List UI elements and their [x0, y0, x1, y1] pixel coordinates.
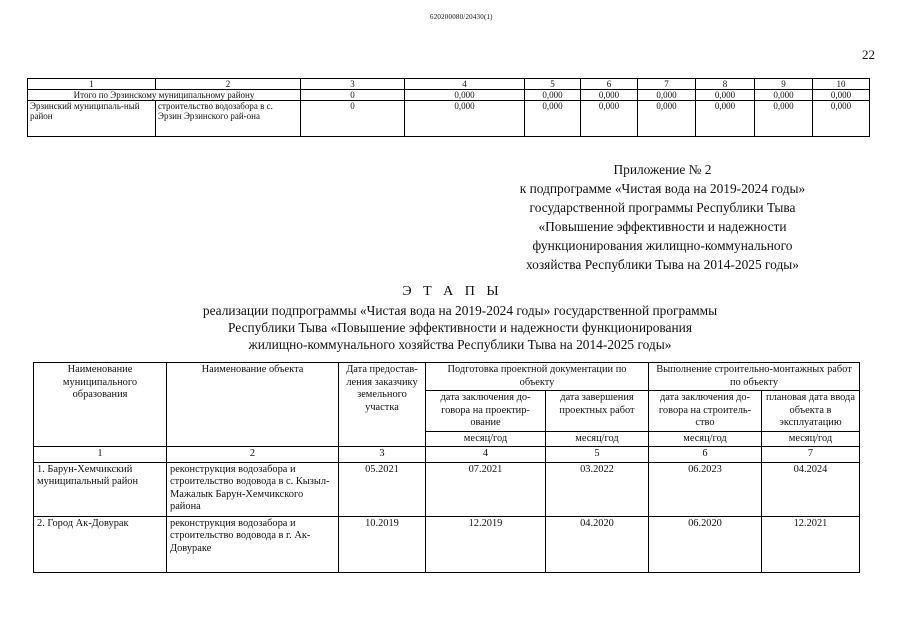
table-header-cell: 1 [28, 79, 156, 90]
column-number: 1 [34, 447, 167, 463]
design-end-cell: 03.2022 [546, 462, 649, 516]
header-object: Наименование объекта [167, 363, 339, 447]
table-number-row [34, 447, 860, 463]
table-cell: 0 [301, 101, 405, 137]
subtitle-line: жилищно-коммунального хозяйства Республики Тыва на 2014-2025 годы» [248, 337, 672, 352]
design-end-cell: 04.2020 [546, 516, 649, 572]
table-header-cell: 5 [525, 79, 581, 90]
land-date-cell: 05.2021 [339, 462, 426, 516]
page-subtitle [150, 302, 770, 353]
stages-table [33, 362, 860, 573]
header-municipality: Наименование муниципального образования [34, 363, 167, 447]
header-design-end: дата завершения проектных работ [546, 391, 649, 432]
table-header-cell: 9 [755, 79, 813, 90]
column-number: 4 [426, 447, 546, 463]
header-build-commission: плановая дата ввода объекта в эксплуатацию [762, 391, 860, 432]
appendix-line: хозяйства Республики Тыва на 2014-2025 годы» [526, 257, 799, 272]
column-number: 5 [546, 447, 649, 463]
header-unit: месяц/год [762, 431, 860, 447]
subtitle-line: реализации подпрограммы «Чистая вода на 2019-2024 годы» государственной программы [202, 303, 718, 318]
document-stamp: 620200080/20430(1) [430, 13, 493, 21]
column-number: 2 [167, 447, 339, 463]
table-row [34, 516, 860, 572]
column-number: 3 [339, 447, 426, 463]
header-unit: месяц/год [546, 431, 649, 447]
total-row-label: Итого по Эрзинскому муниципальному району [28, 90, 301, 101]
municipality-cell: 2. Город Ак-Довурак [34, 516, 167, 572]
table-row [28, 101, 870, 137]
appendix-header [455, 160, 870, 274]
header-design-group: Подготовка проектной документации по объекту [426, 363, 649, 391]
table-header-row [28, 79, 870, 90]
table-cell: 0,000 [638, 90, 696, 101]
table-header-cell: 6 [581, 79, 638, 90]
object-cell: строительство водозабора в с. Эрзин Эрзинского рай-она [156, 101, 301, 137]
table-header-cell: 3 [301, 79, 405, 90]
page-title: Э Т А П Ы [402, 284, 503, 299]
subtitle-line: Республики Тыва «Повышение эффективности и надежности функционирования [228, 320, 692, 335]
table-header-cell: 8 [696, 79, 755, 90]
table-header-cell: 10 [813, 79, 870, 90]
column-number: 7 [762, 447, 860, 463]
design-contract-cell: 12.2019 [426, 516, 546, 572]
total-row [28, 90, 870, 101]
table-cell: 0,000 [755, 90, 813, 101]
table-header-cell: 7 [638, 79, 696, 90]
municipality-cell: 1. Барун-Хемчикский муниципальный район [34, 462, 167, 516]
table-header-cell: 2 [156, 79, 301, 90]
table-cell: 0,000 [755, 101, 813, 137]
column-number: 6 [649, 447, 762, 463]
table-cell: 0,000 [638, 101, 696, 137]
table-cell: 0,000 [581, 101, 638, 137]
table-cell: 0,000 [525, 101, 581, 137]
appendix-line: Приложение № 2 [613, 162, 712, 177]
table-cell: 0,000 [813, 101, 870, 137]
header-build-group: Выполнение строительно-монтажных работ по объекту [649, 363, 860, 391]
municipality-cell: Эрзинский муниципаль-ный район [28, 101, 156, 137]
appendix-line: «Повышение эффективности и надежности [538, 219, 787, 234]
table-cell: 0,000 [405, 90, 525, 101]
header-unit: месяц/год [649, 431, 762, 447]
appendix-line: к подпрограмме «Чистая вода на 2019-2024 годы» [519, 181, 806, 196]
table-cell: 0,000 [525, 90, 581, 101]
appendix-line: государственной программы Республики Тыва [529, 200, 796, 215]
design-contract-cell: 07.2021 [426, 462, 546, 516]
build-contract-cell: 06.2020 [649, 516, 762, 572]
budget-table [27, 78, 870, 137]
header-build-contract: дата заключения до-говора на строитель-ство [649, 391, 762, 432]
table-cell: 0,000 [405, 101, 525, 137]
object-cell: реконструкция водозабора и строительство водовода в с. Кызыл-Мажалык Барун-Хемчикского района [167, 462, 339, 516]
header-unit: месяц/год [426, 431, 546, 447]
build-commission-cell: 04.2024 [762, 462, 860, 516]
table-cell: 0,000 [696, 101, 755, 137]
header-design-contract: дата заключения до-говора на проектир-ование [426, 391, 546, 432]
table-header-row [34, 363, 860, 391]
table-cell: 0,000 [696, 90, 755, 101]
build-commission-cell: 12.2021 [762, 516, 860, 572]
object-cell: реконструкция водозабора и строительство водовода в г. Ак-Довураке [167, 516, 339, 572]
table-header-cell: 4 [405, 79, 525, 90]
build-contract-cell: 06.2023 [649, 462, 762, 516]
table-cell: 0,000 [581, 90, 638, 101]
page-number: 22 [862, 47, 875, 62]
appendix-line: функционирования жилищно-коммунального [532, 238, 793, 253]
table-cell: 0 [301, 90, 405, 101]
land-date-cell: 10.2019 [339, 516, 426, 572]
header-land-date: Дата предостав-ления заказчику земельного участка [339, 363, 426, 447]
table-cell: 0,000 [813, 90, 870, 101]
table-row [34, 462, 860, 516]
